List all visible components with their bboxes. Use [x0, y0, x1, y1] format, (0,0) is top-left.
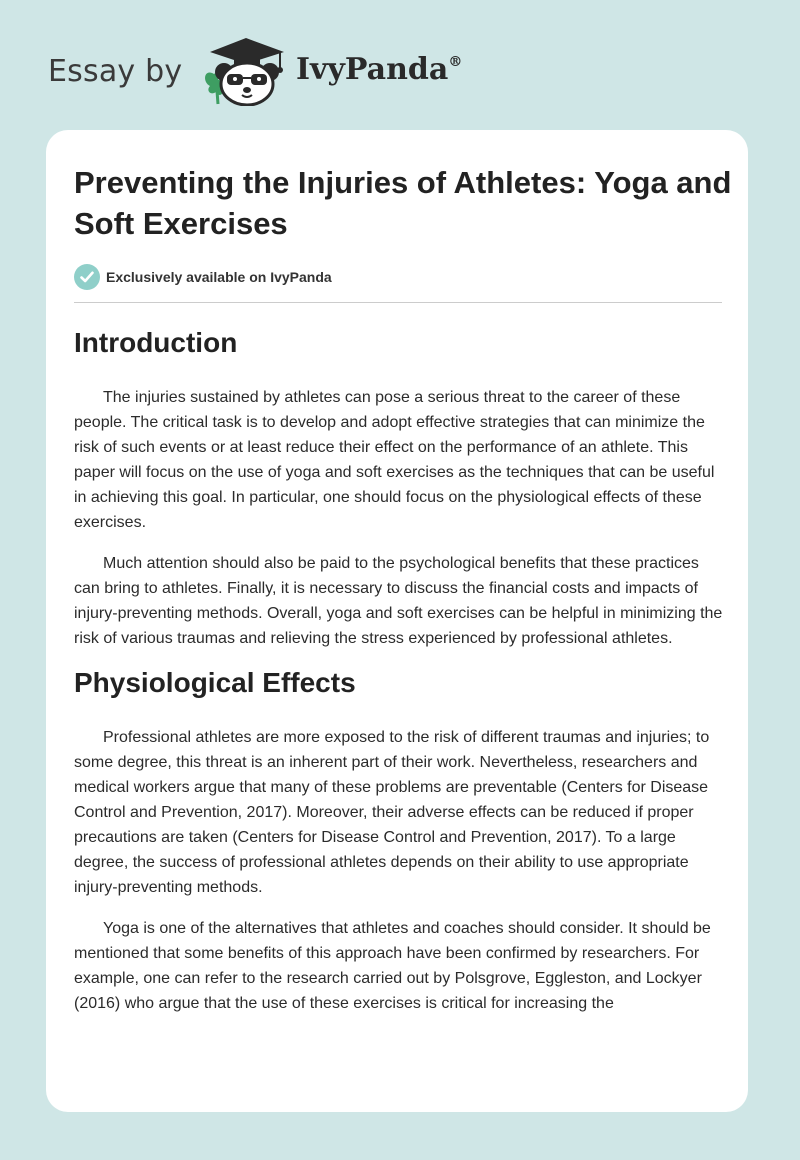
section-heading-introduction: Introduction: [74, 327, 238, 358]
badge-label: Exclusively available on IvyPanda: [106, 269, 332, 285]
brand-name-text: IvyPanda: [296, 52, 449, 87]
paragraph: Professional athletes are more exposed to the risk of different traumas and injuries; to some degree, this threat is an inherent part of their work. Nevertheless, researchers and medical workers argue that many of these problems are preventable (Centers for Disease Control and Prevention, 2017). Moreover, their adverse effects can be reduced if proper precautions are taken (Centers for Disease Control and Prevention, 2017). To a large degree, the success of professional athletes depends on their ability to use appropriate injury-preventing methods.: [74, 729, 710, 896]
section-heading-physiological-effects: Physiological Effects: [74, 667, 356, 698]
registered-mark: ®: [448, 54, 463, 70]
brand-name[interactable]: [296, 52, 462, 87]
check-circle-icon: [74, 264, 100, 290]
exclusive-badge: [74, 264, 332, 290]
paragraph: Much attention should also be paid to the psychological benefits that these practices can bring to athletes. Finally, it is necessary to discuss the financial costs and impacts of injury-preventing methods. Overall, yoga and soft exercises can be helpful in minimizing the risk of various traumas and relieving the stress experienced by professional athletes.: [74, 555, 723, 647]
essay-by-label: Essay by: [48, 54, 183, 89]
divider: [74, 302, 722, 303]
panda-logo-graphic: [200, 34, 292, 106]
panda-graduate-icon[interactable]: [200, 34, 292, 106]
essay-card: [46, 130, 748, 1112]
paragraph: The injuries sustained by athletes can pose a serious threat to the career of these people. The critical task is to develop and adopt effective strategies that can minimize the risk of such events or at least reduce their effect on the performance of an athlete. This paper will focus on the use of yoga and soft exercises as the techniques that can be useful in achieving this goal. In particular, one should focus on the physiological effects of these exercises.: [74, 389, 715, 531]
page-title: Preventing the Injuries of Athletes: Yoga and Soft Exercises: [74, 165, 732, 241]
essay-body: [74, 321, 724, 1016]
paragraph: Yoga is one of the alternatives that athletes and coaches should consider. It should be mentioned that some benefits of this approach have been confirmed by researchers. For example, one can refer to the research carried out by Polsgrove, Eggleston, and Lockyer (2016) who argue that the use of these exercises is critical for increasing the: [74, 920, 711, 1012]
site-header: [46, 34, 466, 106]
